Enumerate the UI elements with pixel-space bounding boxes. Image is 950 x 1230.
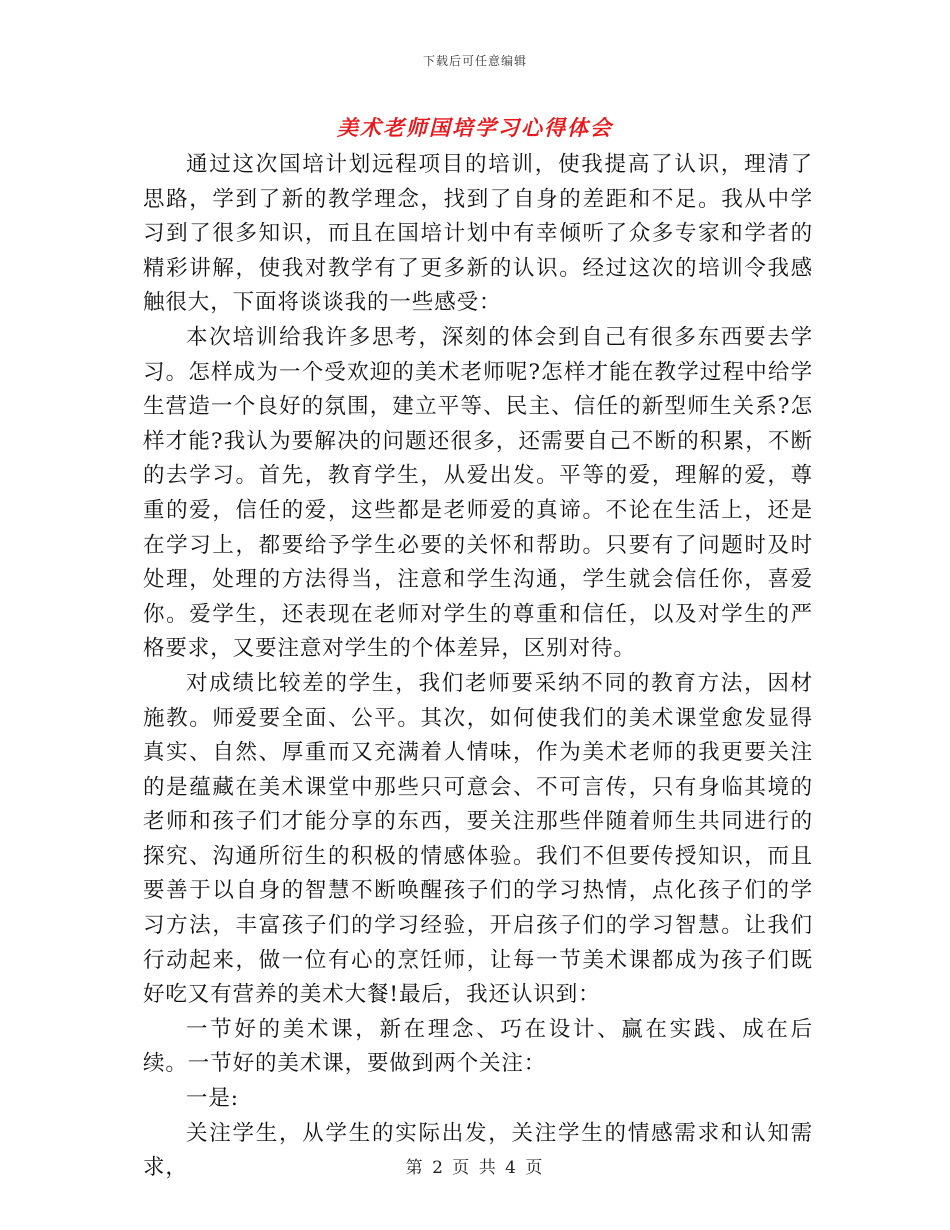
paragraph-3: 对成绩比较差的学生，我们老师要采纳不同的教育方法，因材施教。师爱要全面、公平。其次，如何使我们的美术课堂愈发显得真实、自然、厚重而又充满着人情味，作为美术老师的我更要关注的是蕴藏在美术课堂中那些只可意会、不可言传，只有身临其境的老师和孩子们才能分享的东西，要关注那些伴随着师生共同进行的探究、沟通所衍生的积极的情感体验。我们不但要传授知识，而且要善于以自身的智慧不断唤醒孩子们的学习热情，点化孩子们的学习方法，丰富孩子们的学习经验，开启孩子们的学习智慧。让我们行动起来，做一位有心的烹饪师，让每一节美术课都成为孩子们既好吃又有营养的美术大餐!最后，我还认识到： (143, 670, 813, 1008)
paragraph-6: 关注学生，从学生的实际出发，关注学生的情感需求和认知需求， (143, 1120, 813, 1181)
paragraph-2: 本次培训给我许多思考，深刻的体会到自己有很多东西要去学习。怎样成为一个受欢迎的美术老师呢?怎样才能在教学过程中给学生营造一个良好的氛围，建立平等、民主、信任的新型师生关系?怎样才能?我认为要解决的问题还很多，还需要自己不断的积累，不断的去学习。首先，教育学生，从爱出发。平等的爱，理解的爱，尊重的爱，信任的爱，这些都是老师爱的真谛。不论在生活上，还是在学习上，都要给予学生必要的关怀和帮助。只要有了问题时及时处理，处理的方法得当，注意和学生沟通，学生就会信任你，喜爱你。爱学生，还表现在老师对学生的尊重和信任，以及对学生的严格要求，又要注意对学生的个体差异，区别对待。 (143, 324, 813, 662)
paragraph-4: 一节好的美术课，新在理念、巧在设计、赢在实践、成在后续。一节好的美术课，要做到两个关注： (143, 1016, 813, 1077)
document-title: 美术老师国培学习心得体会 (337, 115, 613, 140)
document-body (143, 148, 813, 1186)
paragraph-5: 一是: (186, 1086, 239, 1112)
page-number-footer: 第 2 页 共 4 页 (405, 1158, 545, 1178)
paragraph-1: 通过这次国培计划远程项目的培训，使我提高了认识，理清了思路，学到了新的教学理念，找到了自身的差距和不足。我从中学习到了很多知识，而且在国培计划中有幸倾听了众多专家和学者的精彩讲解，使我对教学有了更多新的认识。经过这次的培训令我感触很大，下面将谈谈我的一些感受： (143, 152, 813, 316)
header-note: 下载后可任意编辑 (422, 54, 527, 68)
